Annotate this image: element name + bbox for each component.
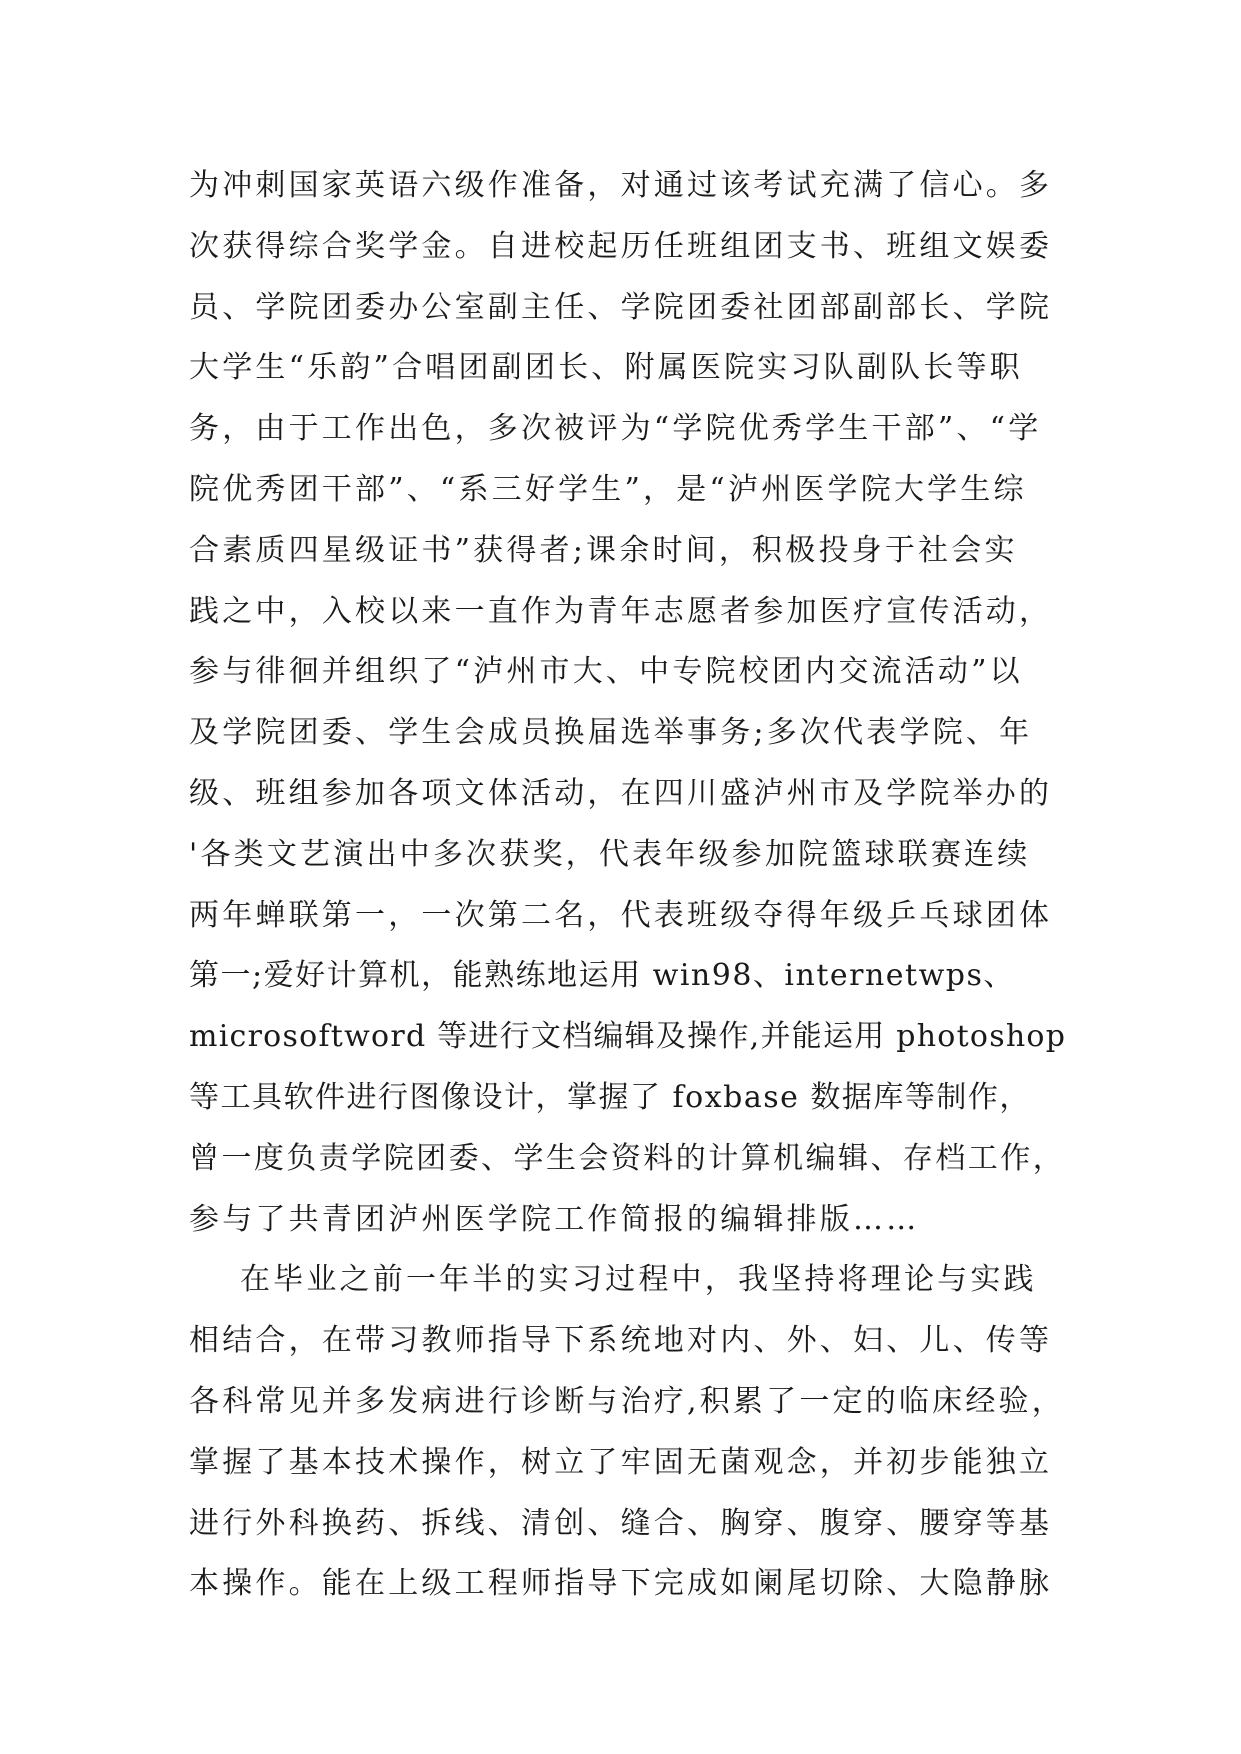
text-line: 进行外科换药、拆线、清创、缝合、胸穿、腹穿、腰穿等基 bbox=[189, 1505, 1053, 1541]
text-line: 参与了共青团泸州医学院工作简报的编辑排版…… bbox=[189, 1201, 920, 1237]
text-line: 参与徘徊并组织了“泸州市大、中专院校团内交流活动”以 bbox=[189, 654, 1023, 690]
text-line: 次获得综合奖学金。自进校起历任班组团支书、班组文娱委 bbox=[189, 228, 1053, 264]
text-line: microsoftword 等进行文档编辑及操作,并能运用 photoshop bbox=[189, 1019, 1067, 1055]
text-line: 掌握了基本技术操作，树立了牢固无菌观念，并初步能独立 bbox=[189, 1444, 1053, 1480]
paragraph-start-line: 在毕业之前一年半的实习过程中，我坚持将理论与实践 bbox=[189, 1262, 1037, 1298]
text-line: '各类文艺演出中多次获奖，代表年级参加院篮球联赛连续 bbox=[189, 836, 1031, 872]
text-line: 院优秀团干部”、“系三好学生”，是“泸州医学院大学生综 bbox=[189, 471, 1027, 507]
text-line: 两年蝉联第一，一次第二名，代表班级夺得年级乒乓球团体 bbox=[189, 897, 1053, 933]
text-line: 本操作。能在上级工程师指导下完成如阑尾切除、大隐静脉 bbox=[189, 1566, 1053, 1602]
text-line: 务，由于工作出色，多次被评为“学院优秀学生干部”、“学 bbox=[189, 411, 1042, 447]
text-line: 等工具软件进行图像设计，掌握了 foxbase 数据库等制作， bbox=[189, 1079, 1031, 1115]
text-line: 相结合，在带习教师指导下系统地对内、外、妇、儿、传等 bbox=[189, 1323, 1053, 1359]
text-line: 曾一度负责学院团委、学生会资料的计算机编辑、存档工作， bbox=[189, 1140, 1066, 1176]
text-line: 各科常见并多发病进行诊断与治疗,积累了一定的临床经验， bbox=[189, 1383, 1065, 1419]
text-line: 合素质四星级证书”获得者;课余时间，积极投身于社会实 bbox=[189, 532, 1018, 568]
text-line: 级、班组参加各项文体活动，在四川盛泸州市及学院举办的 bbox=[189, 775, 1053, 811]
text-line: 践之中，入校以来一直作为青年志愿者参加医疗宣传活动， bbox=[189, 593, 1053, 629]
text-line: 员、学院团委办公室副主任、学院团委社团部副部长、学院 bbox=[189, 289, 1053, 325]
text-line: 为冲刺国家英语六级作准备，对通过该考试充满了信心。多 bbox=[189, 168, 1053, 203]
text-line: 大学生“乐韵”合唱团副团长、附属医院实习队副队长等职 bbox=[189, 350, 1023, 386]
text-line: 及学院团委、学生会成员换届选举事务;多次代表学院、年 bbox=[189, 715, 1033, 751]
text-line: 第一;爱好计算机，能熟练地运用 win98、internetwps、 bbox=[189, 958, 1015, 994]
body-text bbox=[189, 156, 1069, 1615]
